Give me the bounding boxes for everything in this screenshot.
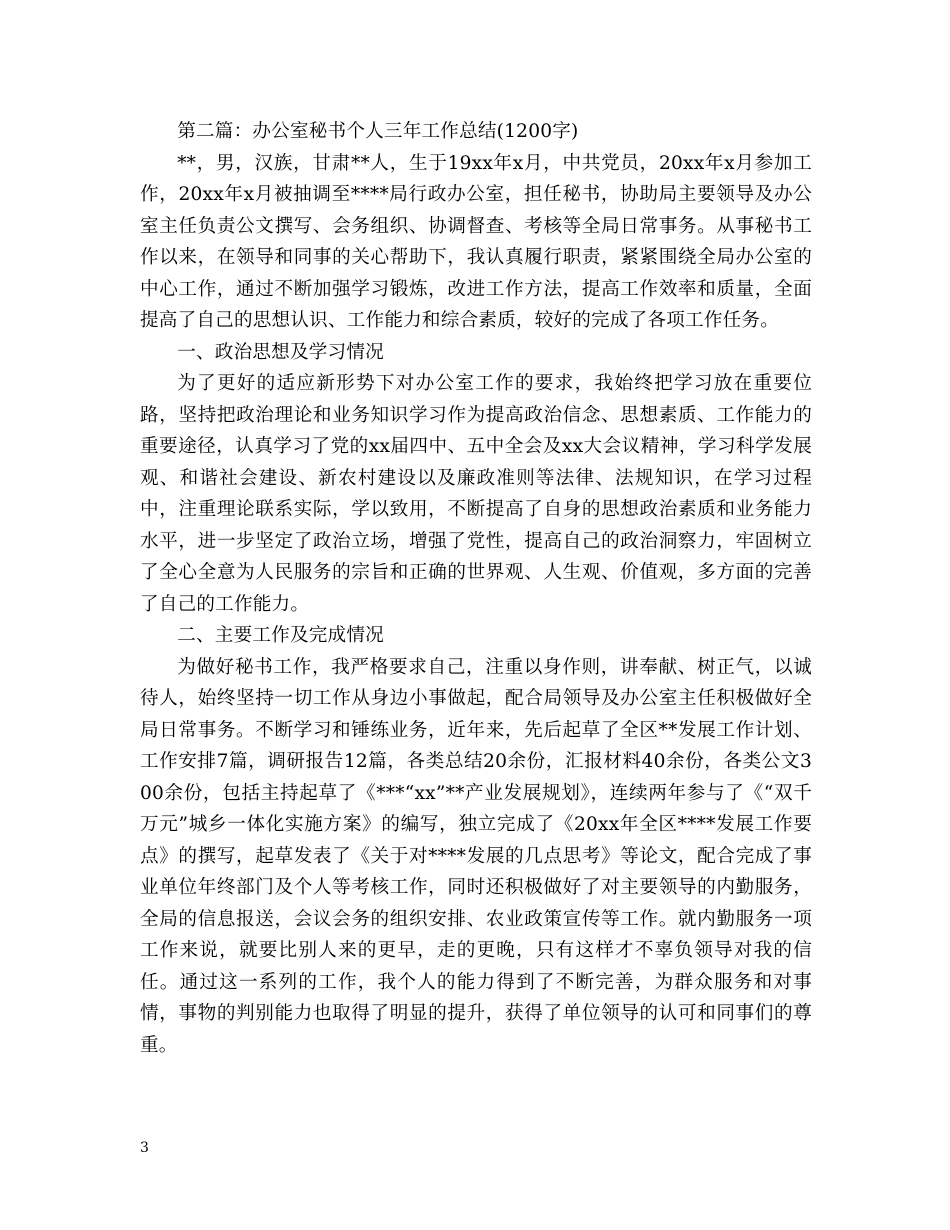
page-number: 3: [140, 1140, 149, 1156]
section-heading-work: 二、主要工作及完成情况: [177, 625, 384, 646]
document-title: 第二篇：办公室秘书个人三年工作总结(1200字): [177, 121, 579, 142]
intro-paragraph: **，男，汉族，甘肃**人，生于19xx年x月，中共党员，20xx年x月参加工作，20xx年x月被抽调至****局行政办公室，担任秘书，协助局主要领导及办公室主任负责公文撰写、会务组织、协调督查、考核等全局日常事务。从事秘书工作以来，在领导和同事的关心帮助下，我认真履行职责，紧紧围绕全局办公室的中心工作，通过不断加强学习锻炼，改进工作方法，提高工作效率和质量，全面提高了自己的思想认识、工作能力和综合素质，较好的完成了各项工作任务。: [140, 152, 812, 331]
document-body: [140, 116, 812, 1061]
section-body-work: 为做好秘书工作，我严格要求自己，注重以身作则，讲奉献、树正气，以诚待人，始终坚持一切工作从身边小事做起，配合局领导及办公室主任积极做好全局日常事务。不断学习和锤练业务，近年来，先后起草了全区**发展工作计划、工作安排7篇，调研报告12篇，各类总结20余份，汇报材料40余份，各类公文300余份，包括主持起草了《***“xx”**产业发展规划》，连续两年参与了《“双千万元”城乡一体化实施方案》的编写，独立完成了《20xx年全区****发展工作要点》的撰写，起草发表了《关于对****发展的几点思考》等论文，配合完成了事业单位年终部门及个人等考核工作，同时还积极做好了对主要领导的内勤服务，全局的信息报送，会议会务的组织安排、农业政策宣传等工作。就内勤服务一项工作来说，就要比别人来的更早，走的更晚，只有这样才不辜负领导对我的信任。通过这一系列的工作，我个人的能力得到了不断完善，为群众服务和对事情，事物的判别能力也取得了明显的提升，获得了单位领导的认可和同事们的尊重。: [140, 656, 812, 1056]
section-heading-politics: 一、政治思想及学习情况: [177, 341, 384, 363]
section-body-politics: 为了更好的适应新形势下对办公室工作的要求，我始终把学习放在重要位路，坚持把政治理论和业务知识学习作为提高政治信念、思想素质、工作能力的重要途径，认真学习了党的xx届四中、五中全会及xx大会议精神，学习科学发展观、和谐社会建设、新农村建设以及廉政准则等法律、法规知识，在学习过程中，注重理论联系实际，学以致用，不断提高了自身的思想政治素质和业务能力水平，进一步坚定了政治立场，增强了党性，提高自己的政治洞察力，牢固树立了全心全意为人民服务的宗旨和正确的世界观、人生观、价值观，多方面的完善了自己的工作能力。: [140, 373, 812, 615]
